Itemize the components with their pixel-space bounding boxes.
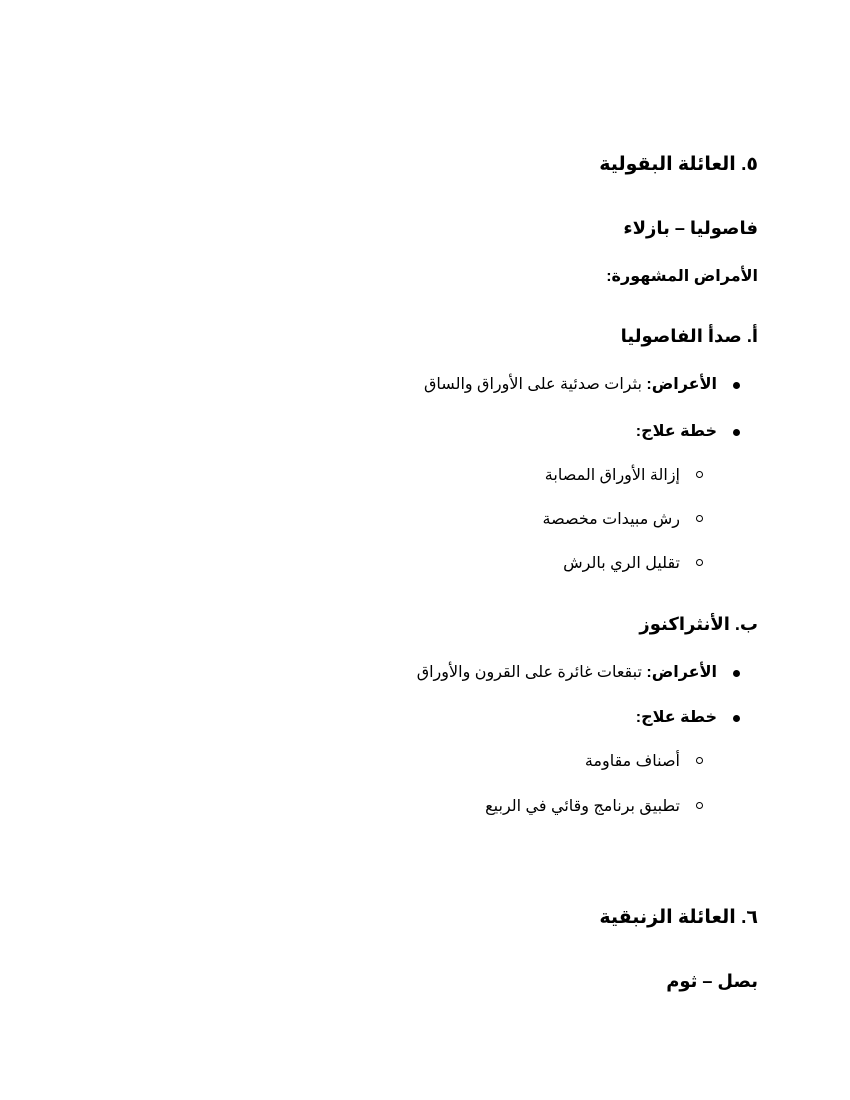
plan-item: رش مبيدات مخصصة — [542, 509, 703, 529]
symptoms-bullet — [417, 662, 740, 682]
plan-item: تقليل الري بالرش — [563, 553, 703, 573]
symptoms-label: الأعراض: — [646, 664, 717, 681]
plan-bullet — [636, 421, 740, 441]
crops-line: فاصوليا – بازلاء — [623, 218, 758, 238]
plan-item: إزالة الأوراق المصابة — [545, 465, 703, 485]
symptoms-text: بثرات صدئية على الأوراق والساق — [424, 376, 642, 393]
diseases-label: الأمراض المشهورة: — [606, 268, 758, 285]
section-heading: ٦. العائلة الزنبقية — [599, 907, 758, 928]
plan-label: خطة علاج: — [635, 709, 717, 726]
plan-label: خطة علاج: — [635, 423, 717, 440]
circle-bullet-icon — [696, 757, 703, 764]
symptoms-bullet — [424, 374, 740, 394]
plan-item: تطبيق برنامج وقائي في الربيع — [485, 796, 703, 816]
circle-bullet-icon — [696, 559, 703, 566]
crops-line: بصل – ثوم — [666, 971, 758, 991]
symptoms-label: الأعراض: — [646, 376, 717, 393]
disease-title: ب. الأنثراكنوز — [639, 614, 758, 634]
symptoms-text: تبقعات غائرة على القرون والأوراق — [416, 664, 642, 681]
circle-bullet-icon — [696, 515, 703, 522]
bullet-dot-icon — [733, 670, 740, 677]
bullet-dot-icon — [733, 429, 740, 436]
plan-bullet — [636, 707, 740, 727]
circle-bullet-icon — [696, 802, 703, 809]
circle-bullet-icon — [696, 471, 703, 478]
disease-title: أ. صدأ الفاصوليا — [620, 326, 758, 346]
bullet-dot-icon — [733, 382, 740, 389]
bullet-dot-icon — [733, 715, 740, 722]
plan-item: أصناف مقاومة — [585, 751, 703, 771]
section-heading: ٥. العائلة البقولية — [599, 154, 758, 175]
